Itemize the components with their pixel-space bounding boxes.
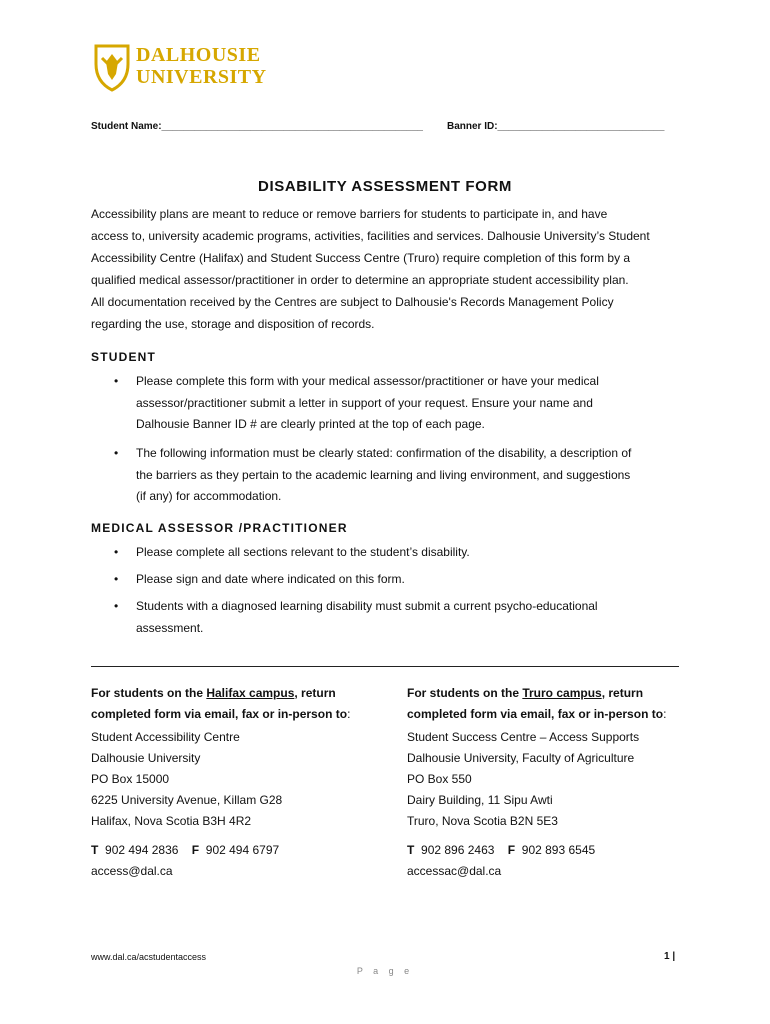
student-bullet-1 (136, 371, 676, 436)
halifax-phone: 902 494 2836 (105, 843, 179, 857)
crest-icon (92, 44, 132, 92)
truro-campus-link[interactable]: Truro campus (522, 686, 602, 700)
truro-address-line: PO Box 550 (407, 772, 472, 786)
halifax-intro-post: , return (294, 686, 336, 700)
halifax-email[interactable]: access@dal.ca (91, 864, 173, 878)
fax-label: F (507, 843, 516, 857)
halifax-intro (91, 683, 391, 704)
halifax-colon: : (347, 707, 351, 721)
bullet-line: the barriers as they pertain to the academic learning and living environment, and suggestions (136, 467, 631, 482)
medical-heading: MEDICAL ASSESSOR /PRACTITIONER (91, 521, 348, 535)
section-divider (91, 666, 679, 667)
intro-line: regarding the use, storage and disposition of records. (91, 317, 375, 331)
truro-fax: 902 893 6545 (521, 843, 596, 857)
truro-address-line: Truro, Nova Scotia B2N 5E3 (407, 814, 558, 828)
bullet-line: (if any) for accommodation. (136, 489, 282, 503)
intro-line: Accessibility plans are meant to reduce or remove barriers for students to participate in, and have (91, 207, 608, 221)
halifax-campus-link[interactable]: Halifax campus (206, 686, 295, 700)
bullet-icon: • (114, 374, 119, 388)
truro-intro-post: , return (601, 686, 644, 700)
logo-wordmark (136, 44, 267, 88)
footer-url[interactable]: www.dal.ca/acstudentaccess (91, 952, 207, 962)
bullet-line: assessment. (136, 620, 204, 635)
student-name-field[interactable]: Student Name:_______________________________________________ (91, 121, 423, 132)
logo-line-1: DALHOUSIE (136, 44, 261, 66)
intro-line: access to, university academic programs, activities, facilities and services. Dalhousie University’s Student (91, 229, 650, 243)
halifax-phone-fax (91, 840, 391, 861)
bullet-icon: • (114, 572, 119, 586)
truro-intro (407, 683, 707, 704)
truro-contact (407, 683, 707, 882)
student-bullet-2 (136, 443, 676, 508)
halifax-intro-line2 (91, 704, 391, 725)
form-title: DISABILITY ASSESSMENT FORM (258, 178, 512, 195)
halifax-address-line: PO Box 15000 (91, 772, 170, 786)
truro-address-line: Student Success Centre – Access Supports (407, 730, 640, 744)
truro-intro-pre: For students on the (407, 686, 523, 700)
bullet-line: Please complete this form with your medical assessor/practitioner or have your medical (136, 374, 599, 388)
banner-id-field[interactable]: Banner ID:______________________________ (447, 121, 665, 132)
logo-line-2: UNIVERSITY (136, 66, 267, 88)
truro-address-line: Dairy Building, 11 Sipu Awti (407, 793, 553, 807)
truro-intro-line2 (407, 704, 707, 725)
halifax-address-line: Dalhousie University (91, 751, 201, 765)
bullet-line: Students with a diagnosed learning disability must submit a current psycho-educational (136, 599, 598, 613)
halifax-address-line: Halifax, Nova Scotia B3H 4R2 (91, 814, 252, 828)
medical-bullet-3 (136, 596, 676, 639)
truro-address-line: Dalhousie University, Faculty of Agriculture (407, 751, 635, 765)
page-label: P a g e (356, 966, 414, 976)
truro-phone-fax (407, 840, 707, 861)
halifax-intro-pre: For students on the (91, 686, 207, 700)
bullet-line: The following information must be clearly stated: confirmation of the disability, a description of (136, 446, 632, 460)
bullet-icon: • (114, 545, 119, 559)
bullet-icon: • (114, 446, 119, 460)
phone-label: T (407, 843, 415, 857)
intro-line: qualified medical assessor/practitioner in order to determine an appropriate student accessibility plan. (91, 273, 629, 287)
intro-paragraph (91, 203, 691, 335)
bullet-icon: • (114, 599, 119, 613)
truro-colon: : (663, 707, 667, 721)
bullet-line: Dalhousie Banner ID # are clearly printed at the top of each page. (136, 417, 485, 431)
truro-phone: 902 896 2463 (421, 843, 495, 857)
bullet-line: Please complete all sections relevant to the student’s disability. (136, 545, 470, 559)
intro-line: All documentation received by the Centres are subject to Dalhousie's Records Management Policy (91, 295, 614, 309)
intro-line: Accessibility Centre (Halifax) and Student Success Centre (Truro) require completion of this form by a (91, 251, 631, 265)
halifax-address-line: 6225 University Avenue, Killam G28 (91, 793, 283, 807)
halifax-intro-line2-text: completed form via email, fax or in-person to (91, 707, 348, 721)
student-heading: STUDENT (91, 350, 157, 364)
truro-intro-line2-text: completed form via email, fax or in-person to (407, 707, 664, 721)
phone-label: T (91, 843, 99, 857)
halifax-fax: 902 494 6797 (205, 843, 280, 857)
medical-bullet-2 (136, 569, 676, 591)
medical-bullet-1 (136, 542, 676, 564)
truro-email[interactable]: accessac@dal.ca (407, 864, 502, 878)
bullet-line: assessor/practitioner submit a letter in support of your request. Ensure your name and (136, 395, 593, 410)
halifax-contact (91, 683, 391, 882)
fax-label: F (191, 843, 200, 857)
bullet-line: Please sign and date where indicated on this form. (136, 572, 405, 586)
halifax-address-line: Student Accessibility Centre (91, 730, 240, 744)
page-number: 1 | (664, 951, 676, 962)
